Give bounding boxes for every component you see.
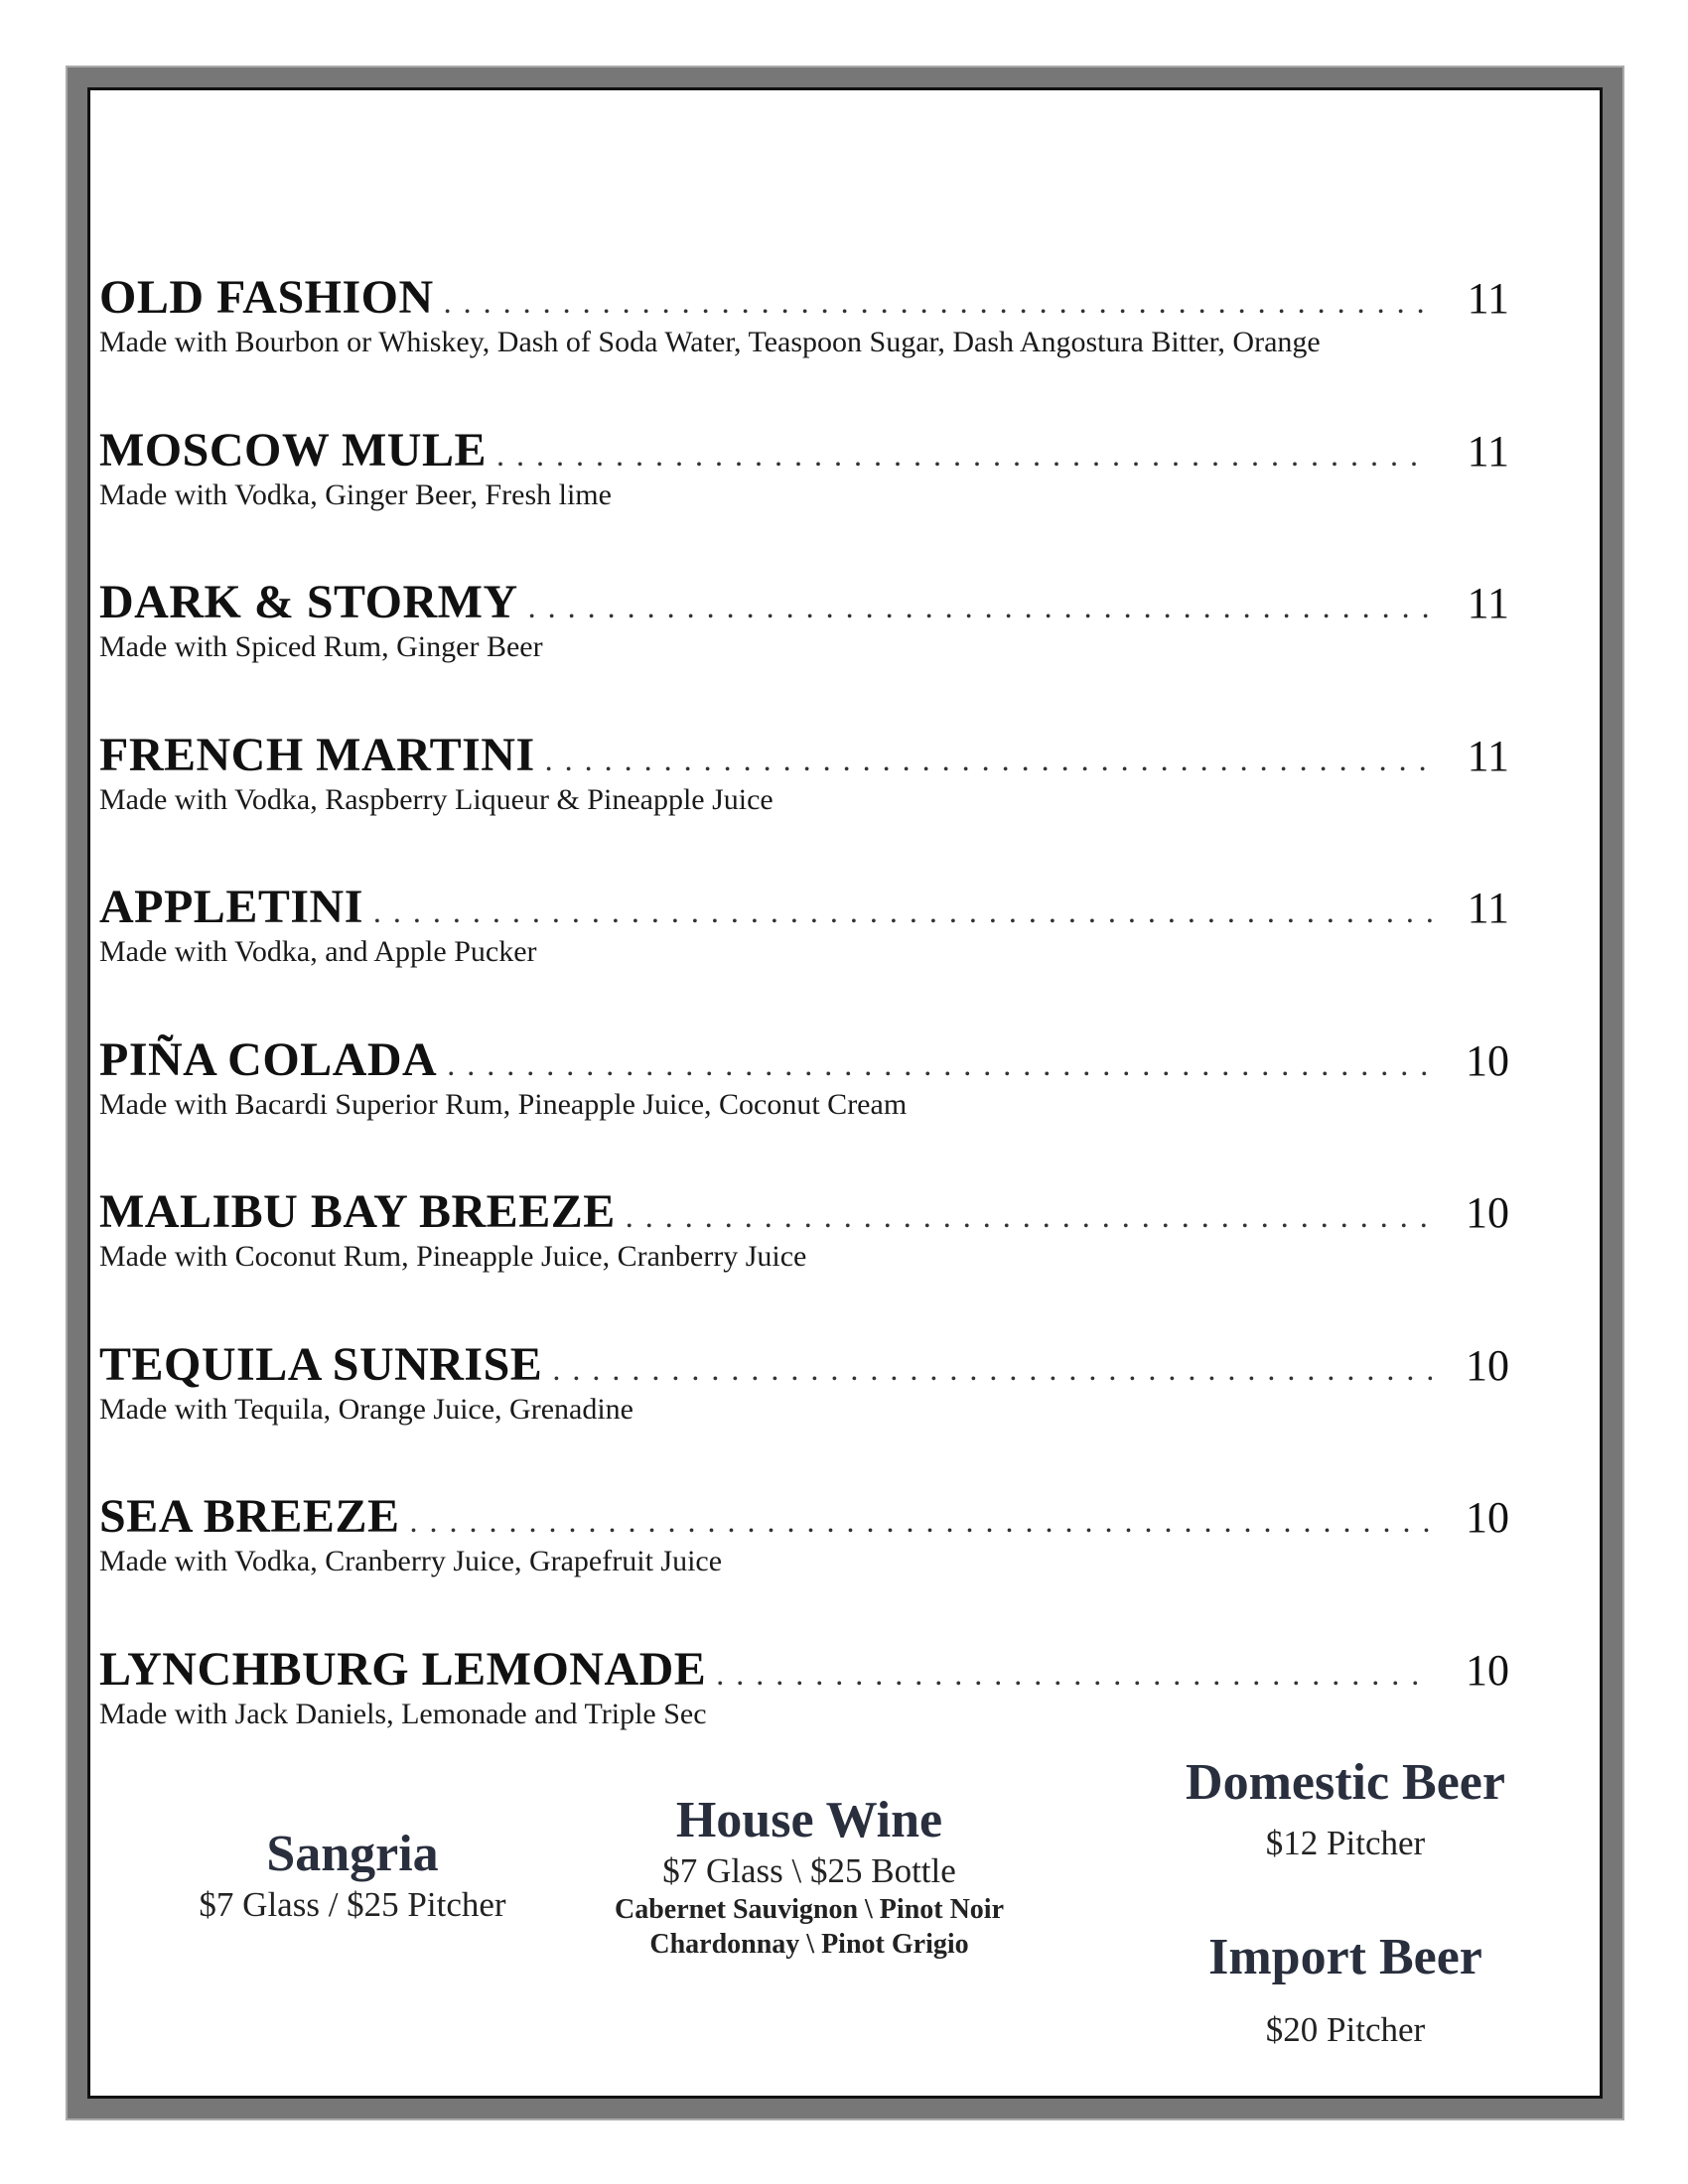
drink-name: MALIBU BAY BREEZE <box>99 1185 616 1238</box>
drink-name: PIÑA COLADA <box>99 1032 438 1086</box>
dot-leader <box>716 1656 1432 1693</box>
drink-description: Made with Vodka, Ginger Beer, Fresh lime <box>99 478 612 511</box>
house-wine-price: $7 Glass \ $25 Bottle <box>662 1851 956 1890</box>
drink-price: 11 <box>1467 884 1509 932</box>
wine-varieties: Chardonnay \ Pinot Grigio <box>649 1929 969 1960</box>
drink-price: 11 <box>1467 579 1509 627</box>
drink-name: TEQUILA SUNRISE <box>99 1337 543 1391</box>
drink-description: Made with Vodka, Raspberry Liqueur & Pineapple Juice <box>99 782 774 816</box>
menu-item <box>99 1032 1509 1185</box>
dot-leader <box>552 1351 1432 1388</box>
menu-item <box>99 880 1509 1032</box>
sangria-title: Sangria <box>266 1826 439 1882</box>
sangria-section <box>149 1825 556 1926</box>
menu-item <box>99 1184 1509 1337</box>
drink-name: LYNCHBURG LEMONADE <box>99 1642 707 1696</box>
dot-leader <box>373 893 1432 930</box>
drink-description: Made with Bacardi Superior Rum, Pineapple Juice, Coconut Cream <box>99 1087 908 1121</box>
drink-price: 11 <box>1467 426 1509 476</box>
menu-item <box>99 575 1509 728</box>
import-beer-title: Import Beer <box>1208 1929 1482 1985</box>
dot-leader <box>528 589 1432 625</box>
menu-item <box>99 270 1509 423</box>
drink-description: Made with Jack Daniels, Lemonade and Triple Sec <box>99 1697 707 1730</box>
drink-name: DARK & STORMY <box>99 576 518 628</box>
dot-leader <box>409 1503 1432 1540</box>
drink-price: 11 <box>1467 274 1509 323</box>
drink-description: Made with Vodka, Cranberry Juice, Grapefruit Juice <box>99 1545 723 1577</box>
dot-leader <box>447 1046 1432 1083</box>
drink-description: Made with Spiced Rum, Ginger Beer <box>99 630 543 663</box>
drink-name: SEA BREEZE <box>99 1490 400 1543</box>
domestic-beer-title: Domestic Beer <box>1186 1754 1505 1811</box>
drink-price: 10 <box>1466 1645 1509 1695</box>
cocktail-list <box>99 270 1509 1794</box>
house-wine-section <box>586 1791 1033 1962</box>
drink-name: FRENCH MARTINI <box>99 728 535 781</box>
import-beer-price: $20 Pitcher <box>1265 2010 1426 2049</box>
dot-leader <box>496 437 1432 474</box>
drink-name: OLD FASHION <box>99 271 434 324</box>
wine-varieties: Cabernet Sauvignon \ Pinot Noir <box>614 1894 1005 1925</box>
drink-description: Made with Coconut Rum, Pineapple Juice, Cranberry Juice <box>99 1240 807 1273</box>
dot-leader <box>626 1198 1432 1235</box>
drink-price: 11 <box>1467 731 1509 780</box>
domestic-beer-price: $12 Pitcher <box>1265 1824 1426 1862</box>
drink-price: 10 <box>1466 1035 1509 1085</box>
drink-description: Made with Vodka, and Apple Pucker <box>99 935 537 968</box>
drink-price: 10 <box>1466 1493 1509 1542</box>
drink-description: Made with Bourbon or Whiskey, Dash of Soda Water, Teaspoon Sugar, Dash Angostura Bitter, Orange <box>99 326 1321 358</box>
menu-item <box>99 423 1509 576</box>
drink-price: 10 <box>1466 1188 1509 1237</box>
domestic-beer-section <box>1142 1753 1549 1864</box>
dot-leader <box>444 284 1432 321</box>
menu-item <box>99 1337 1509 1490</box>
menu-item <box>99 1489 1509 1642</box>
drink-name: APPLETINI <box>99 881 363 933</box>
menu-item <box>99 728 1509 881</box>
dot-leader <box>545 742 1432 778</box>
sangria-price: $7 Glass / $25 Pitcher <box>199 1885 506 1924</box>
drink-price: 10 <box>1466 1340 1509 1390</box>
drink-description: Made with Tequila, Orange Juice, Grenadine <box>99 1392 633 1426</box>
drink-name: MOSCOW MULE <box>99 423 487 477</box>
import-beer-section <box>1142 1928 1549 2051</box>
house-wine-title: House Wine <box>675 1792 943 1848</box>
